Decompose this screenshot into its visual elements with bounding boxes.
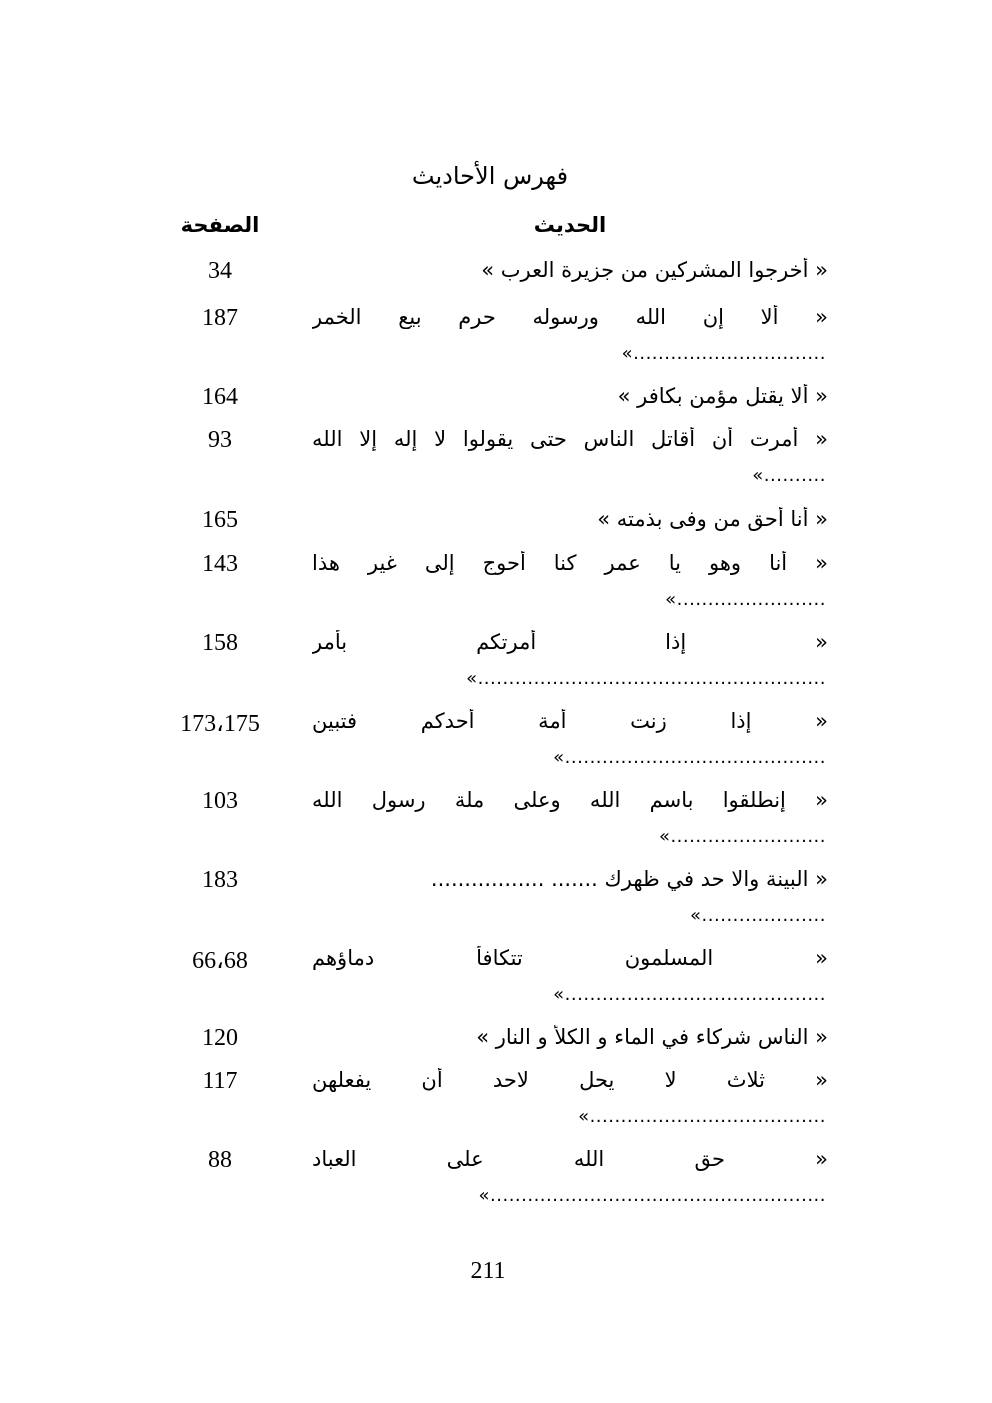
hadith-page-ref: 88 [208,1147,232,1173]
hadith-continuation: .........................» [658,826,826,847]
page-column-header: الصفحة [180,213,260,237]
hadith-text: « الناس شركاء في الماء و الكلأ و النار » [476,1025,828,1049]
hadith-continuation: ..........................................» [553,984,826,1005]
hadith-text: « إنطلقوا باسم الله وعلى ملة رسول الله [312,788,828,812]
hadith-text: « البينة والا حد في ظهرك ....... ................. [430,867,828,891]
hadith-text: « أخرجوا المشركين من جزيرة العرب » [481,258,828,282]
hadith-page-ref: 93 [208,427,232,453]
hadith-continuation: ......................................................» [478,1185,826,1206]
hadith-page-ref: 143 [202,551,238,577]
hadith-continuation: ..........» [752,465,826,486]
page-title: فهرس الأحاديث [411,162,569,190]
hadith-page-ref: 165 [202,507,238,533]
hadith-page-ref: 34 [208,258,232,284]
hadith-column-header: الحديث [533,213,607,237]
hadith-continuation: ........................» [665,589,826,610]
hadith-page-ref: 66،68 [192,948,248,974]
hadith-text: « أمرت أن أقاتل الناس حتى يقولوا لا إله إلا الله [312,427,828,451]
hadith-text: « ألا يقتل مؤمن بكافر » [617,384,828,408]
hadith-page-ref: 164 [202,384,238,410]
hadith-text: « حق الله على العباد [312,1147,828,1171]
hadith-continuation: ......................................» [578,1106,826,1127]
hadith-continuation: ...............................» [621,343,826,364]
hadith-text: « ثلاث لا يحل لاحد أن يفعلهن [312,1068,828,1092]
hadith-text: « إذا أمرتكم بأمر [312,630,828,654]
hadith-page-ref: 103 [202,788,238,814]
hadith-page-ref: 120 [202,1025,238,1051]
hadith-text: « ألا إن الله ورسوله حرم بيع الخمر [312,305,828,329]
hadith-page-ref: 117 [202,1068,238,1094]
hadith-continuation: ........................................................» [466,668,826,689]
page-number: 211 [470,1258,506,1284]
hadith-continuation: ....................» [690,905,826,926]
hadith-continuation: ..........................................» [553,747,826,768]
hadith-text: « إذا زنت أمة أحدكم فتبين [312,709,828,733]
hadith-text: « المسلمون تتكافأ دماؤهم [312,946,828,970]
hadith-page-ref: 158 [202,630,238,656]
hadith-text: « أنا وهو يا عمر كنا أحوج إلى غير هذا [312,551,828,575]
hadith-page-ref: 187 [202,305,238,331]
hadith-page-ref: 183 [202,867,238,893]
hadith-page-ref: 173،175 [180,711,260,737]
hadith-text: « أنا أحق من وفى بذمته » [597,507,828,531]
